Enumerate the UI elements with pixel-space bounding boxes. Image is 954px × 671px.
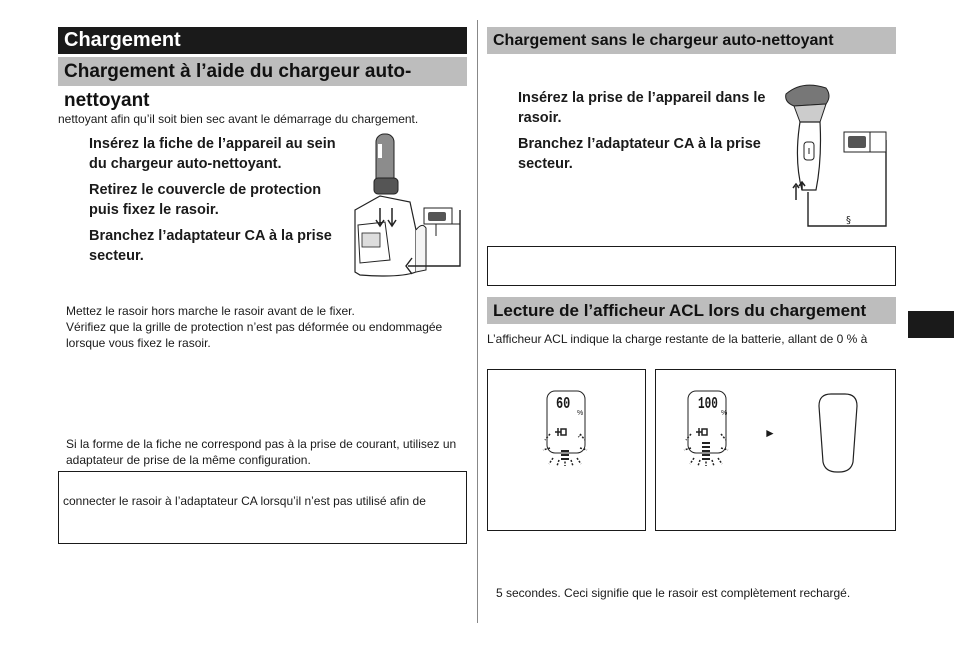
lcd-intro: L’afficheur ACL indique la charge restante de la batterie, allant de 0 % à — [487, 332, 868, 346]
svg-text:§: § — [846, 215, 851, 226]
section-subtitle-no-charger: Chargement sans le chargeur auto-nettoyant — [487, 27, 896, 54]
section-subtitle: Chargement à l’aide du chargeur auto-nettoyant — [58, 57, 467, 86]
step-2: Retirez le couvercle de protection puis fixez le rasoir. — [89, 182, 322, 218]
shaver-cord-illustration — [780, 80, 890, 232]
step-r1: Insérez la prise de l’appareil dans le rasoir. — [518, 90, 766, 126]
page-tab — [908, 311, 954, 338]
section-title: Chargement — [58, 27, 467, 54]
info-box — [487, 246, 896, 286]
lcd-display-off — [815, 392, 861, 476]
lcd-percent-1: % — [577, 410, 584, 417]
step-3: Branchez l’adaptateur CA à la prise secteur. — [89, 228, 332, 264]
svg-text:✓: ✓ — [577, 433, 583, 440]
intro-text: nettoyant afin qu’il soit bien sec avant le démarrage du chargement. — [58, 112, 419, 126]
step-1: Insérez la fiche de l’appareil au sein du chargeur auto-nettoyant. — [89, 136, 336, 172]
lcd-value-60: 60 — [556, 395, 571, 414]
arrow-icon: ► — [764, 426, 776, 440]
bottom-text: 5 secondes. Ceci signifie que le rasoir est complètement rechargé. — [496, 586, 851, 600]
lcd-percent-2: % — [721, 410, 728, 417]
lcd-section-title: Lecture de l’afficheur ACL lors du chargement — [487, 297, 896, 324]
caution-text: connecter le rasoir à l’adaptateur CA lorsqu’il n’est pas utilisé afin de — [63, 494, 426, 508]
note-1: Mettez le rasoir hors marche le rasoir avant de le fixer. — [66, 304, 355, 318]
step-r2: Branchez l’adaptateur CA à la prise secteur. — [518, 136, 761, 172]
note-2: Vérifiez que la grille de protection n’est pas déformée ou endommagée lorsque vous fixez le rasoir. — [66, 320, 443, 350]
plug-note: Si la forme de la fiche ne correspond pas à la prise de courant, utilisez un adaptateur de prise de la même configuration. — [66, 437, 457, 467]
lcd-value-100: 100 — [698, 395, 718, 414]
charger-illustration — [350, 130, 462, 280]
column-divider — [477, 20, 478, 623]
